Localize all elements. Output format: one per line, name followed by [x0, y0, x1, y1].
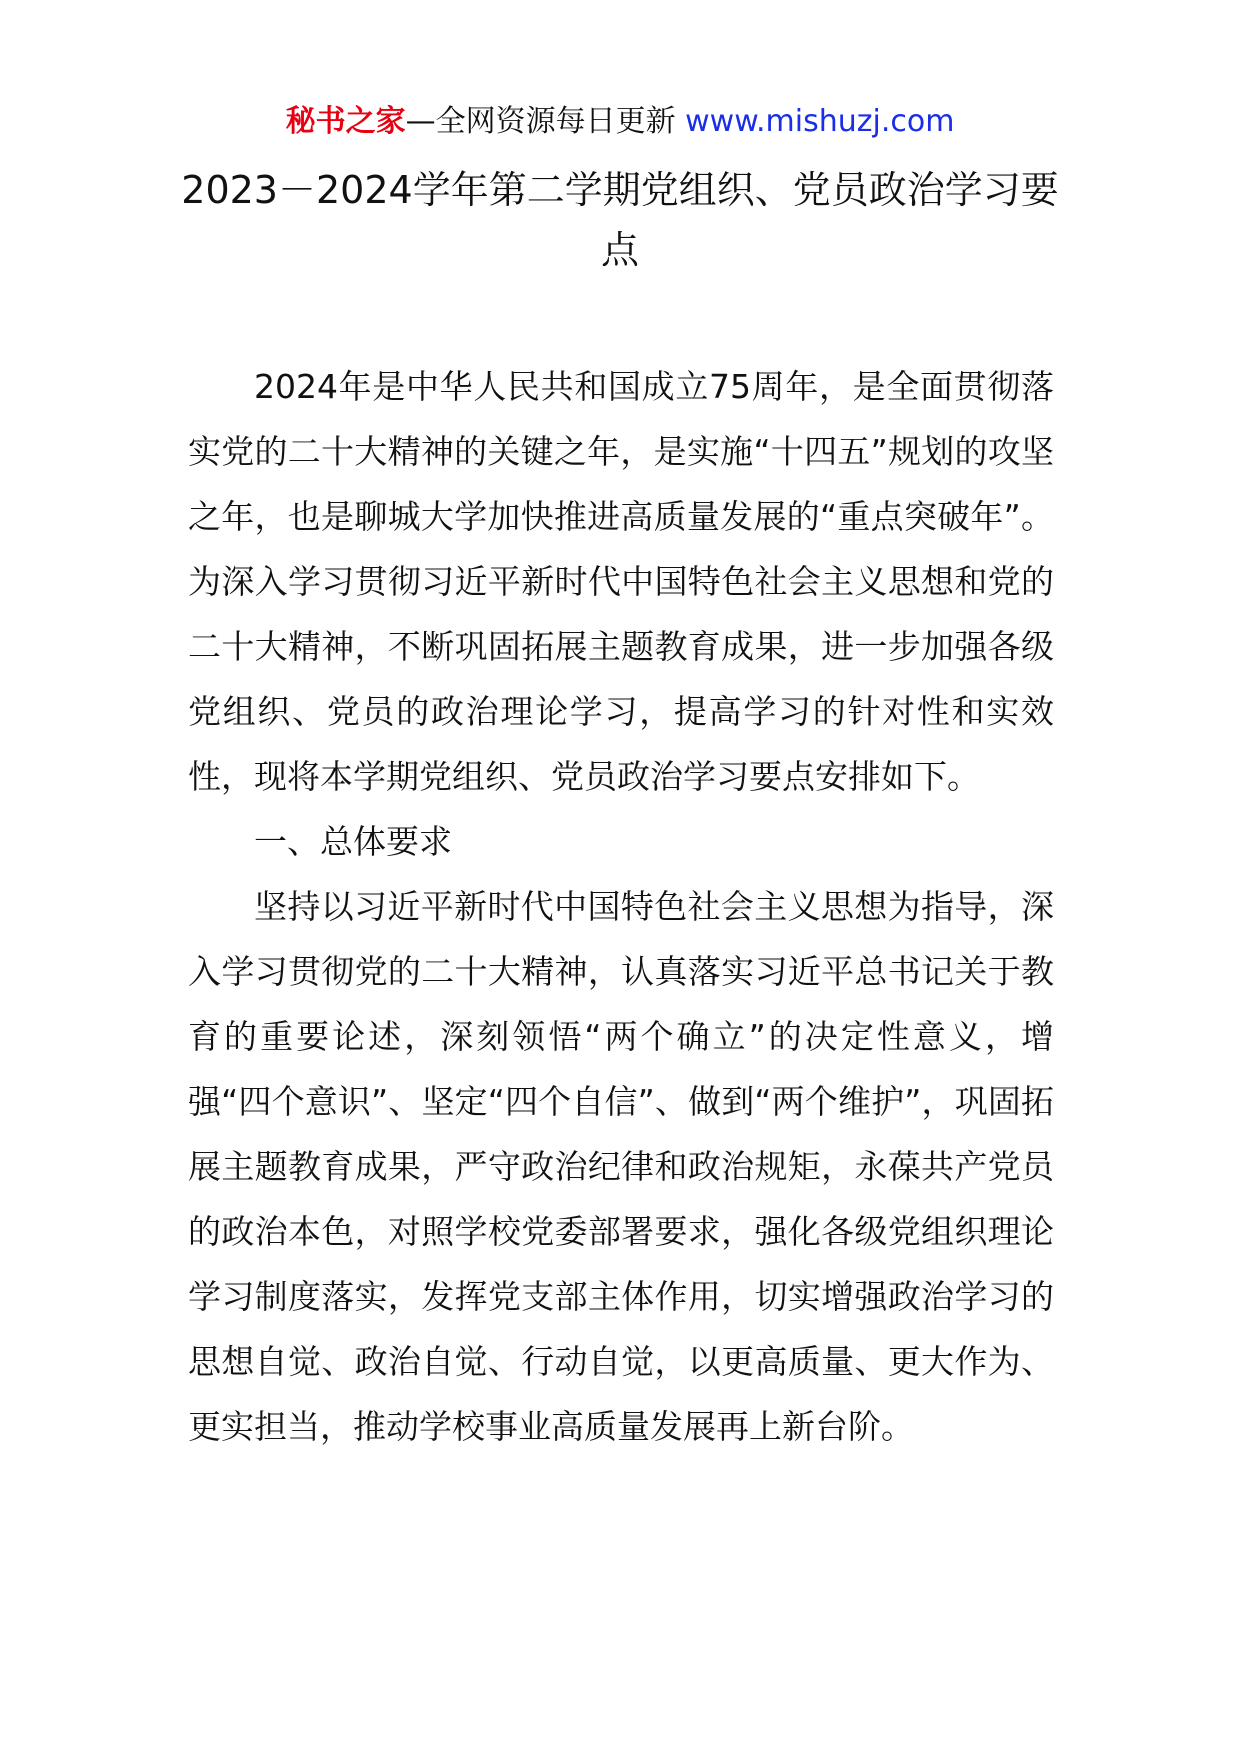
intro-paragraph: 2024年是中华人民共和国成立75周年，是全面贯彻落实党的二十大精神的关键之年，是实施“十四五”规划的攻坚之年，也是聊城大学加快推进高质量发展的“重点突破年”。为深入学习贯彻习近平新时代中国特色社会主义思想和党的二十大精神，不断巩固拓展主题教育成果，进一步加强各级党组织、党员的政治理论学习，提高学习的针对性和实效性，现将本学期党组织、党员政治学习要点安排如下。	[188, 367, 1054, 796]
brand-name: 秘书之家	[285, 104, 406, 139]
site-url-link[interactable]: www.mishuzj.com	[685, 104, 955, 139]
requirements-paragraph: 坚持以习近平新时代中国特色社会主义思想为指导，深入学习贯彻党的二十大精神，认真落实习近平总书记关于教育的重要论述，深刻领悟“两个确立”的决定性意义，增强“四个意识”、坚定“四个自信”、做到“两个维护”，巩固拓展主题教育成果，严守政治纪律和政治规矩，永葆共产党员的政治本色，对照学校党委部署要求，强化各级党组织理论学习制度落实，发挥党支部主体作用，切实增强政治学习的思想自觉、政治自觉、行动自觉，以更高质量、更大作为、更实担当，推动学校事业高质量发展再上新台阶。	[188, 887, 1054, 1446]
site-banner	[0, 100, 1240, 144]
section-heading: 一、总体要求	[254, 822, 452, 861]
banner-slogan: —全网资源每日更新	[405, 104, 686, 139]
document-body	[188, 354, 1054, 1459]
document-title: 2023－2024学年第二学期党组织、党员政治学习要点	[181, 168, 1059, 272]
